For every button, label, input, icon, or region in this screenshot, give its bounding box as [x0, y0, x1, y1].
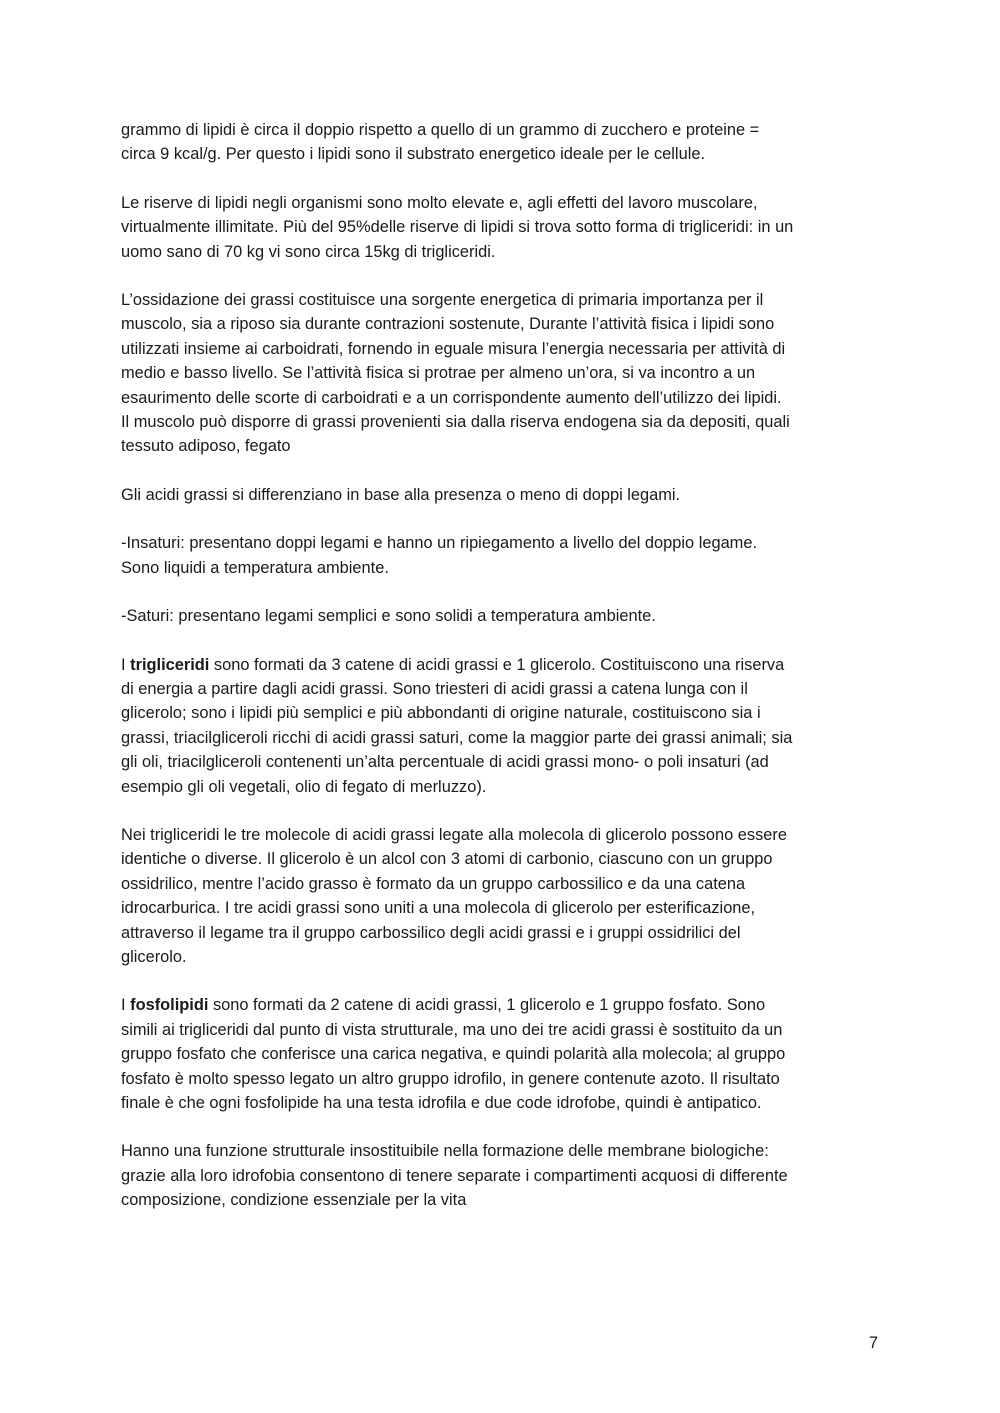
text-rest: sono formati da 3 catene di acidi grassi e 1 glicerolo. Costituiscono una riserva [209, 655, 785, 674]
text-line: circa 9 kcal/g. Per questo i lipidi sono il substrato energetico ideale per le cellule. [121, 145, 706, 164]
text-line: ossidrilico, mentre l’acido grasso è formato da un gruppo carbossilico e da una catena [121, 874, 746, 893]
text-line: simili ai trigliceridi dal punto di vista strutturale, ma uno dei tre acidi grassi è sostituito da un [121, 1020, 783, 1039]
text-line: Le riserve di lipidi negli organismi sono molto elevate e, agli effetti del lavoro muscolare, [121, 193, 758, 212]
text-line: gli oli, triacilgliceroli contenenti un’alta percentuale di acidi grassi mono- o poli insaturi (ad [121, 753, 769, 772]
text-line: glicerolo. [121, 947, 187, 966]
text-prefix: I [121, 655, 131, 674]
page-number: 7 [868, 1334, 878, 1352]
paragraph-fatty-acid-types [121, 483, 891, 507]
text-line: di energia a partire dagli acidi grassi. Sono triesteri di acidi grassi a catena lunga con il [121, 679, 748, 698]
text-line [121, 653, 891, 677]
text-line: tessuto adiposo, fegato [121, 437, 291, 456]
text-line: utilizzati insieme ai carboidrati, fornendo in eguale misura l’energia necessaria per attività di [121, 339, 786, 358]
text-line: fosfato è molto spesso legato un altro gruppo idrofilo, in genere contenute azoto. Il risultato [121, 1069, 780, 1088]
text-line: glicerolo; sono i lipidi più semplici e più abbondanti di origine naturale, costituiscono sia i [121, 704, 761, 723]
text-rest: sono formati da 2 catene di acidi grassi, 1 glicerolo e 1 gruppo fosfato. Sono [208, 996, 766, 1015]
text-line: Hanno una funzione strutturale insostituibile nella formazione delle membrane biologiche: [121, 1142, 769, 1161]
text-line: -Insaturi: presentano doppi legami e hanno un ripiegamento a livello del doppio legame. [121, 534, 758, 553]
text-line: grassi, triacilgliceroli ricchi di acidi grassi saturi, come la maggior parte dei grassi animali; sia [121, 728, 793, 747]
text-line: gruppo fosfato che conferisce una carica negativa, e quindi polarità alla molecola; al gruppo [121, 1045, 786, 1064]
paragraph-triglycerides [121, 653, 891, 799]
bold-term-trigliceridi: trigliceridi [130, 655, 210, 674]
text-line: composizione, condizione essenziale per la vita [121, 1191, 467, 1210]
text-line: L’ossidazione dei grassi costituisce una sorgente energetica di primaria importanza per il [121, 291, 764, 310]
text-line: Gli acidi grassi si differenziano in base alla presenza o meno di doppi legami. [121, 485, 681, 504]
text-line: esaurimento delle scorte di carboidrati e a un corrispondente aumento dell’utilizzo dei lipidi. [121, 388, 782, 407]
text-line: finale è che ogni fosfolipide ha una testa idrofila e due code idrofobe, quindi è antipatico. [121, 1094, 762, 1112]
bold-term-fosfolipidi: fosfolipidi [130, 996, 209, 1015]
text-line: identiche o diverse. Il glicerolo è un alcol con 3 atomi di carbonio, ciascuno con un gruppo [121, 850, 773, 869]
document-page [121, 118, 891, 1237]
text-line: idrocarburica. I tre acidi grassi sono uniti a una molecola di glicerolo per esterificazione, [121, 899, 756, 918]
text-line: Nei trigliceridi le tre molecole di acidi grassi legate alla molecola di glicerolo possono essere [121, 825, 787, 844]
paragraph-triglyceride-structure [121, 823, 891, 969]
paragraph-membrane-function [121, 1139, 891, 1212]
paragraph-fat-oxidation [121, 288, 891, 459]
text-line: virtualmente illimitate. Più del 95%delle riserve di lipidi si trova sotto forma di trigliceridi: in un [121, 218, 794, 237]
text-line: grammo di lipidi è circa il doppio rispetto a quello di un grammo di zucchero e proteine = [121, 121, 760, 139]
text-line: attraverso il legame tra il gruppo carbossilico degli acidi grassi e i gruppi ossidrilici del [121, 923, 741, 942]
text-line: Sono liquidi a temperatura ambiente. [121, 558, 389, 577]
text-line: -Saturi: presentano legami semplici e sono solidi a temperatura ambiente. [121, 607, 656, 626]
paragraph-unsaturated [121, 531, 891, 580]
text-line: Il muscolo può disporre di grassi provenienti sia dalla riserva endogena sia da depositi, quali [121, 413, 790, 432]
text-line: uomo sano di 70 kg vi sono circa 15kg di trigliceridi. [121, 242, 496, 261]
text-line [121, 993, 891, 1017]
text-line: medio e basso livello. Se l’attività fisica si protrae per almeno un’ora, si va incontro a un [121, 364, 756, 383]
paragraph-lipid-reserves [121, 191, 891, 264]
text-prefix: I [121, 996, 131, 1015]
paragraph-saturated [121, 604, 891, 628]
paragraph-lipid-energy [121, 118, 891, 167]
paragraph-phospholipids [121, 993, 891, 1115]
text-line: muscolo, sia a riposo sia durante contrazioni sostenute, Durante l’attività fisica i lipidi sono [121, 315, 775, 334]
text-line: grazie alla loro idrofobia consentono di tenere separate i compartimenti acquosi di differente [121, 1166, 788, 1185]
text-line: esempio gli oli vegetali, olio di fegato di merluzzo). [121, 777, 487, 796]
